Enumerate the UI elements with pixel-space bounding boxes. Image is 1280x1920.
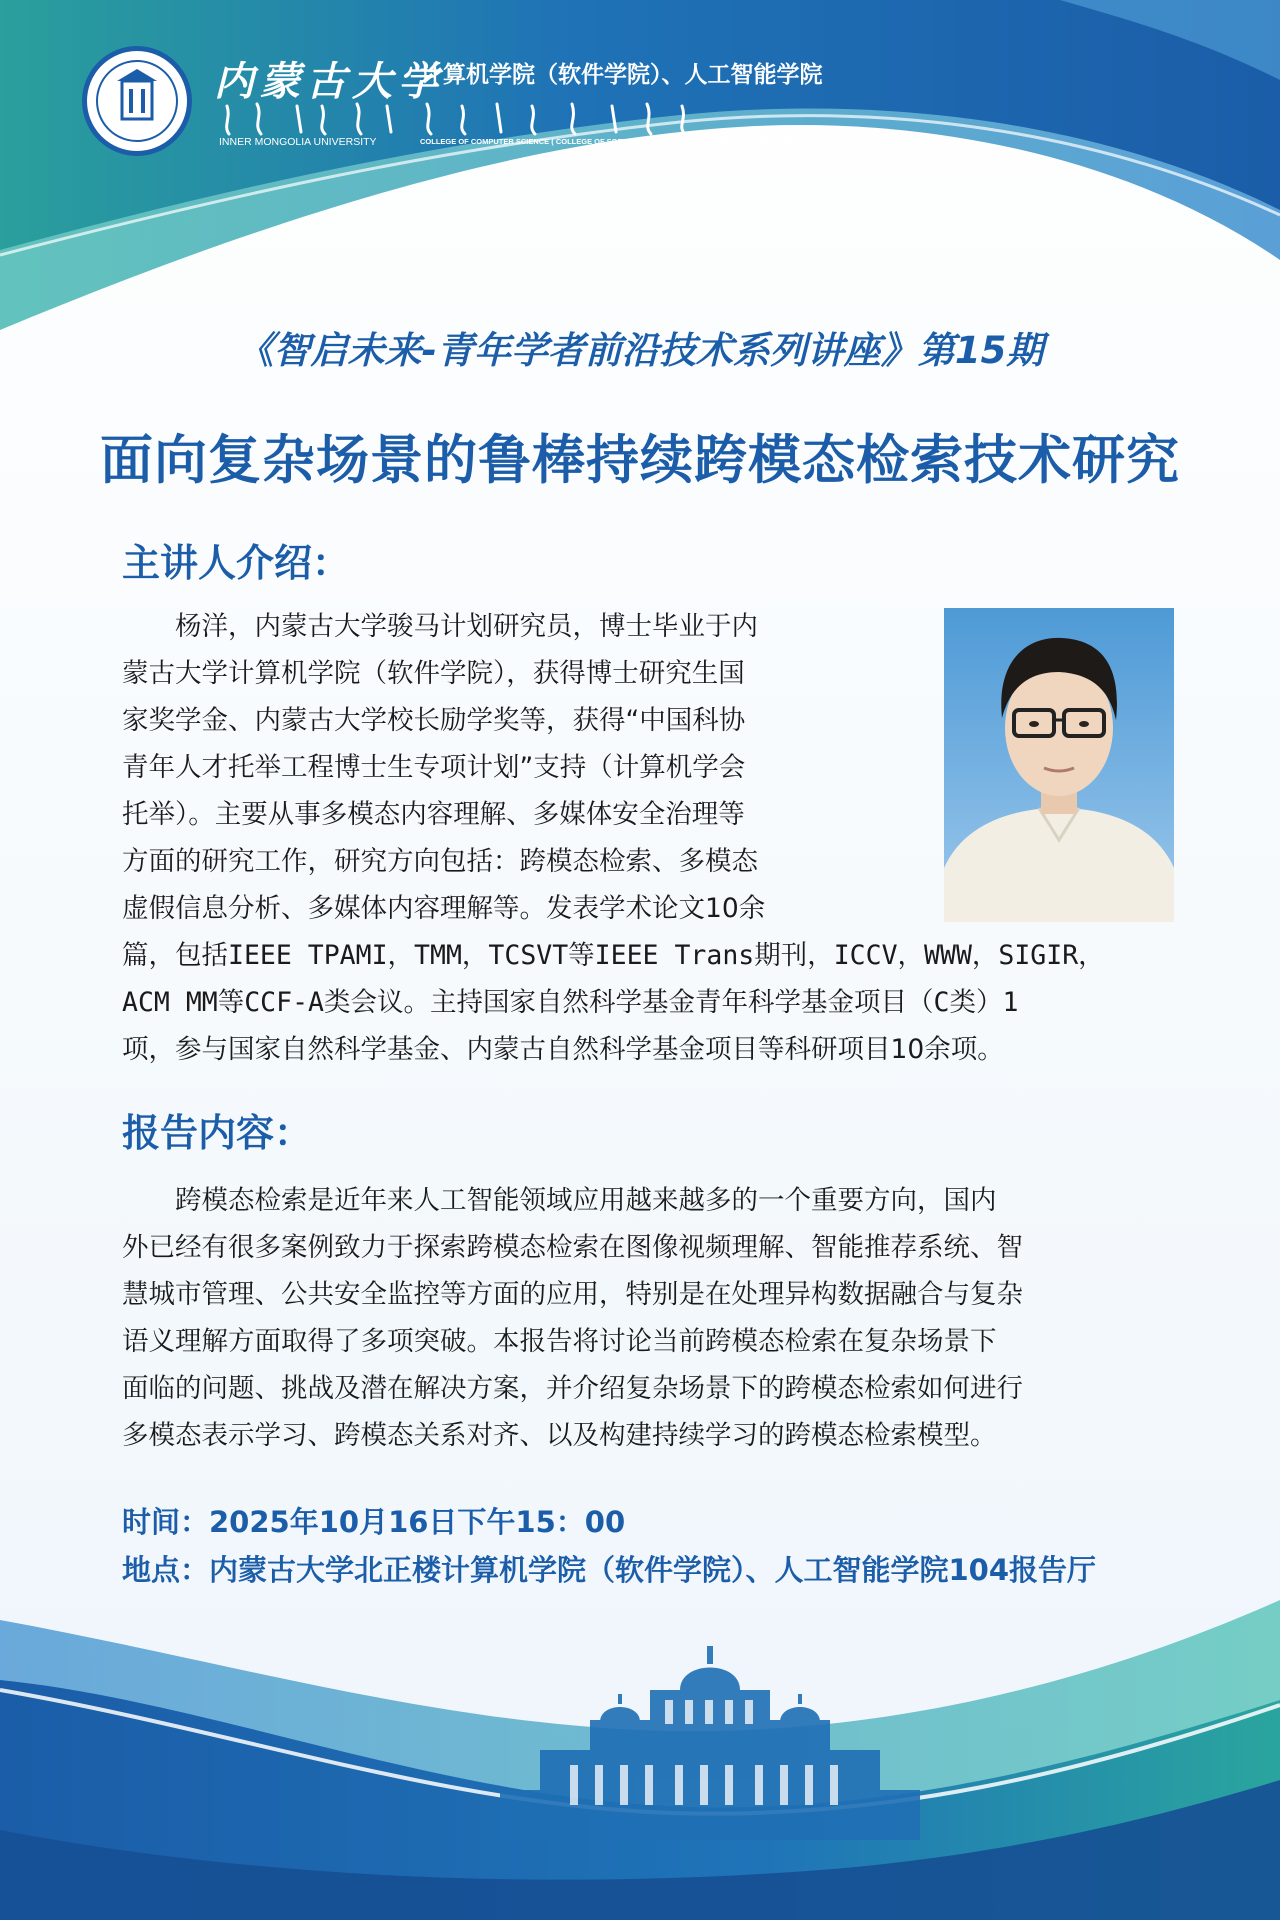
report-line: 慧城市管理、公共安全监控等方面的应用，特别是在处理异构数据融合与复杂 [122,1279,1023,1310]
bio-line: 青年人才托举工程博士生专项计划”支持（计算机学会 [122,752,746,783]
series-title: 《智启未来-青年学者前沿技术系列讲座》第15期 [236,329,1044,372]
speaker-bio-full [122,932,1105,1073]
bio-line: 托举）。主要从事多模态内容理解、多媒体安全治理等 [122,799,745,830]
report-content [122,1177,1023,1459]
report-line: 多模态表示学习、跨模态关系对齐、以及构建持续学习的跨模态检索模型。 [122,1420,997,1451]
speaker-photo [944,608,1174,922]
bio-line: 篇，包括IEEE TPAMI，TMM，TCSVT等IEEE Trans期刊，ICCV，WWW，SIGIR， [122,940,1105,971]
bio-line: 家奖学金、内蒙古大学校长励学奖等，获得“中国科协 [122,705,746,736]
event-time: 时间：2025年10月16日下午15：00 [122,1505,626,1539]
report-line: 面临的问题、挑战及潜在解决方案，并介绍复杂场景下的跨模态检索如何进行 [122,1373,1023,1404]
bio-line: ACM MM等CCF-A类会议。主持国家自然科学基金青年科学基金项目（C类）1 [122,987,1019,1018]
bio-line: 杨洋，内蒙古大学骏马计划研究员，博士毕业于内 [122,611,758,642]
report-line: 外已经有很多案例致力于探索跨模态检索在图像视频理解、智能推荐系统、智 [122,1232,1023,1263]
main-title: 面向复杂场景的鲁棒持续跨模态检索技术研究 [100,430,1180,491]
college-name-cn: 计算机学院（软件学院）、人工智能学院 [420,62,823,88]
college-name-en: COLLEGE OF COMPUTER SCIENCE ( COLLEGE OF SOFTWARE), COLLEGE OF ARTIFICIAL INTELLIGENCE [420,137,806,146]
report-heading: 报告内容： [122,1111,313,1155]
mongolian-script-line [217,98,717,138]
bio-line: 虚假信息分析、多媒体内容理解等。发表学术论文10余 [122,893,766,924]
report-line: 跨模态检索是近年来人工智能领域应用越来越多的一个重要方向，国内 [122,1185,997,1216]
bio-line: 方面的研究工作，研究方向包括：跨模态检索、多模态 [122,846,758,877]
bio-line: 项，参与国家自然科学基金、内蒙古自然科学基金项目等科研项目10余项。 [122,1034,1004,1065]
university-name-cn: 内蒙古大学 [214,58,444,105]
bio-line: 蒙古大学计算机学院（软件学院），获得博士研究生国 [122,658,745,689]
building-illustration [500,1640,920,1840]
report-line: 语义理解方面取得了多项突破。本报告将讨论当前跨模态检索在复杂场景下 [122,1326,997,1357]
seal-emblem-icon [87,51,187,151]
event-location: 地点：内蒙古大学北正楼计算机学院（软件学院）、人工智能学院104报告厅 [122,1553,1097,1587]
speaker-bio-wrapped [122,603,765,932]
speaker-heading: 主讲人介绍： [122,541,351,585]
university-name-en: INNER MONGOLIA UNIVERSITY [219,136,377,148]
university-seal-logo [82,46,192,156]
